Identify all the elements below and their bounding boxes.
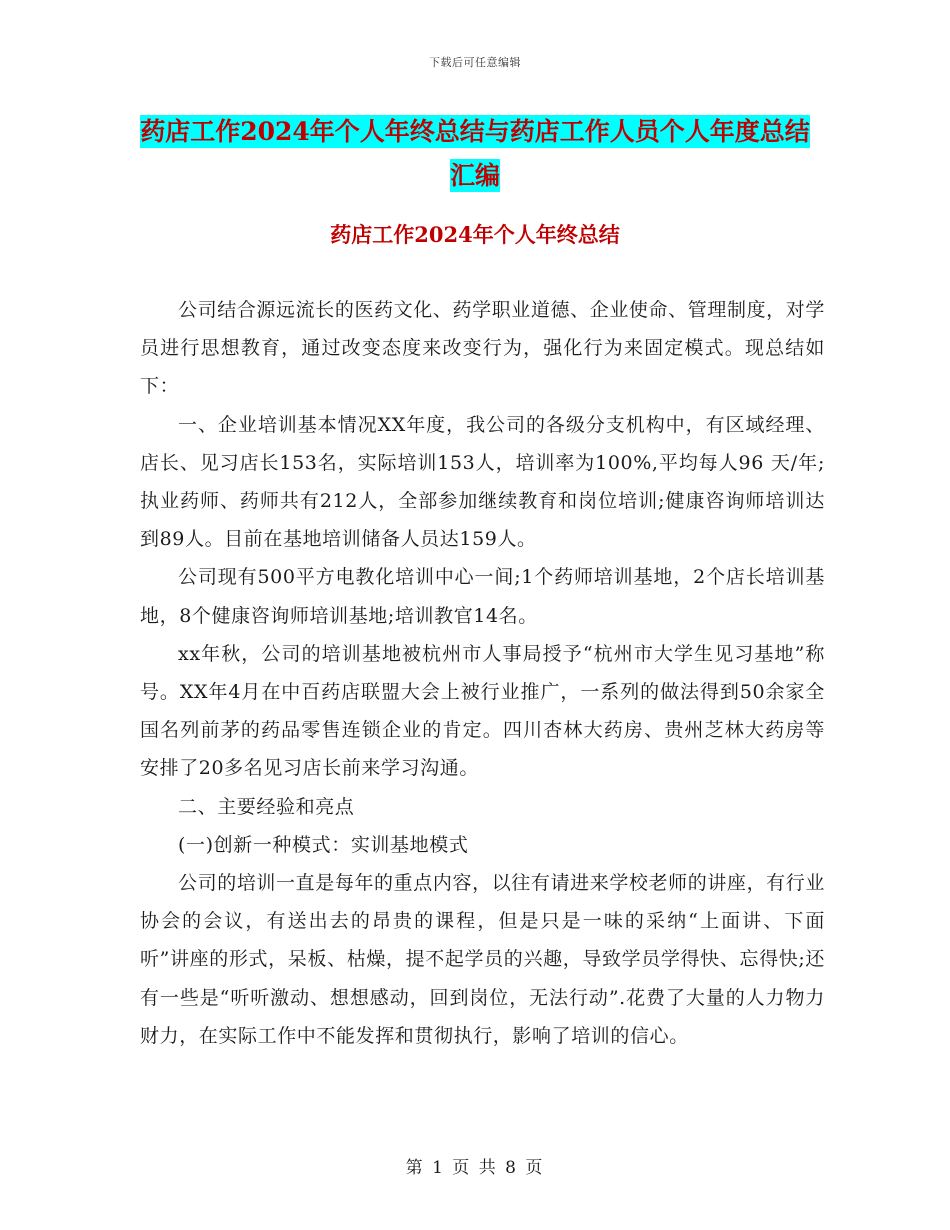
- paragraph-subheading: (一)创新一种模式：实训基地模式: [178, 833, 469, 856]
- paragraph: 公司结合源远流长的医药文化、药学职业道德、企业使命、管理制度，对学员进行思想教育，通过改变态度来改变行为，强化行为来固定模式。现总结如下：: [140, 299, 825, 398]
- header-note: 下载后可任意编辑: [429, 56, 521, 69]
- paragraph: xx年秋，公司的培训基地被杭州市人事局授予“杭州市大学生见习基地”称号。XX年4月在中百药店联盟大会上被行业推广，一系列的做法得到50余家全国名列前茅的药品零售连锁企业的肯定。四川杏林大药房、贵州芝林大药房等安排了20多名见习店长前来学习沟通。: [140, 642, 825, 780]
- paragraph: 公司的培训一直是每年的重点内容，以往有请进来学校老师的讲座，有行业协会的会议，有送出去的昂贵的课程，但是只是一味的采纳“上面讲、下面听”讲座的形式，呆板、枯燥，提不起学员的兴趣，导致学员学得快、忘得快;还有一些是“听听激动、想想感动，回到岗位，无法行动”.花费了大量的人力物力财力，在实际工作中不能发挥和贯彻执行，影响了培训的信心。: [140, 872, 825, 1047]
- document-title: [140, 110, 810, 198]
- document-title-text: 药店工作2024年个人年终总结与药店工作人员个人年度总结汇编: [140, 117, 810, 190]
- paragraph: 一、企业培训基本情况XX年度，我公司的各级分支机构中，有区域经理、店长、见习店长153名，实际培训153人，培训率为100%,平均每人96 天/年;执业药师、药师共有212人，全部参加继续教育和岗位培训;健康咨询师培训达到89人。目前在基地培训储备人员达159人。: [140, 413, 825, 551]
- section-title: 药店工作2024年个人年终总结: [330, 222, 620, 247]
- paragraph-heading: 二、主要经验和亮点: [178, 795, 355, 818]
- page-indicator: 第 1 页 共 8 页: [405, 1158, 545, 1178]
- document-body: [140, 291, 825, 1055]
- paragraph: 公司现有500平方电教化培训中心一间;1个药师培训基地，2个店长培训基地，8个健康咨询师培训基地;培训教官14名。: [140, 566, 825, 627]
